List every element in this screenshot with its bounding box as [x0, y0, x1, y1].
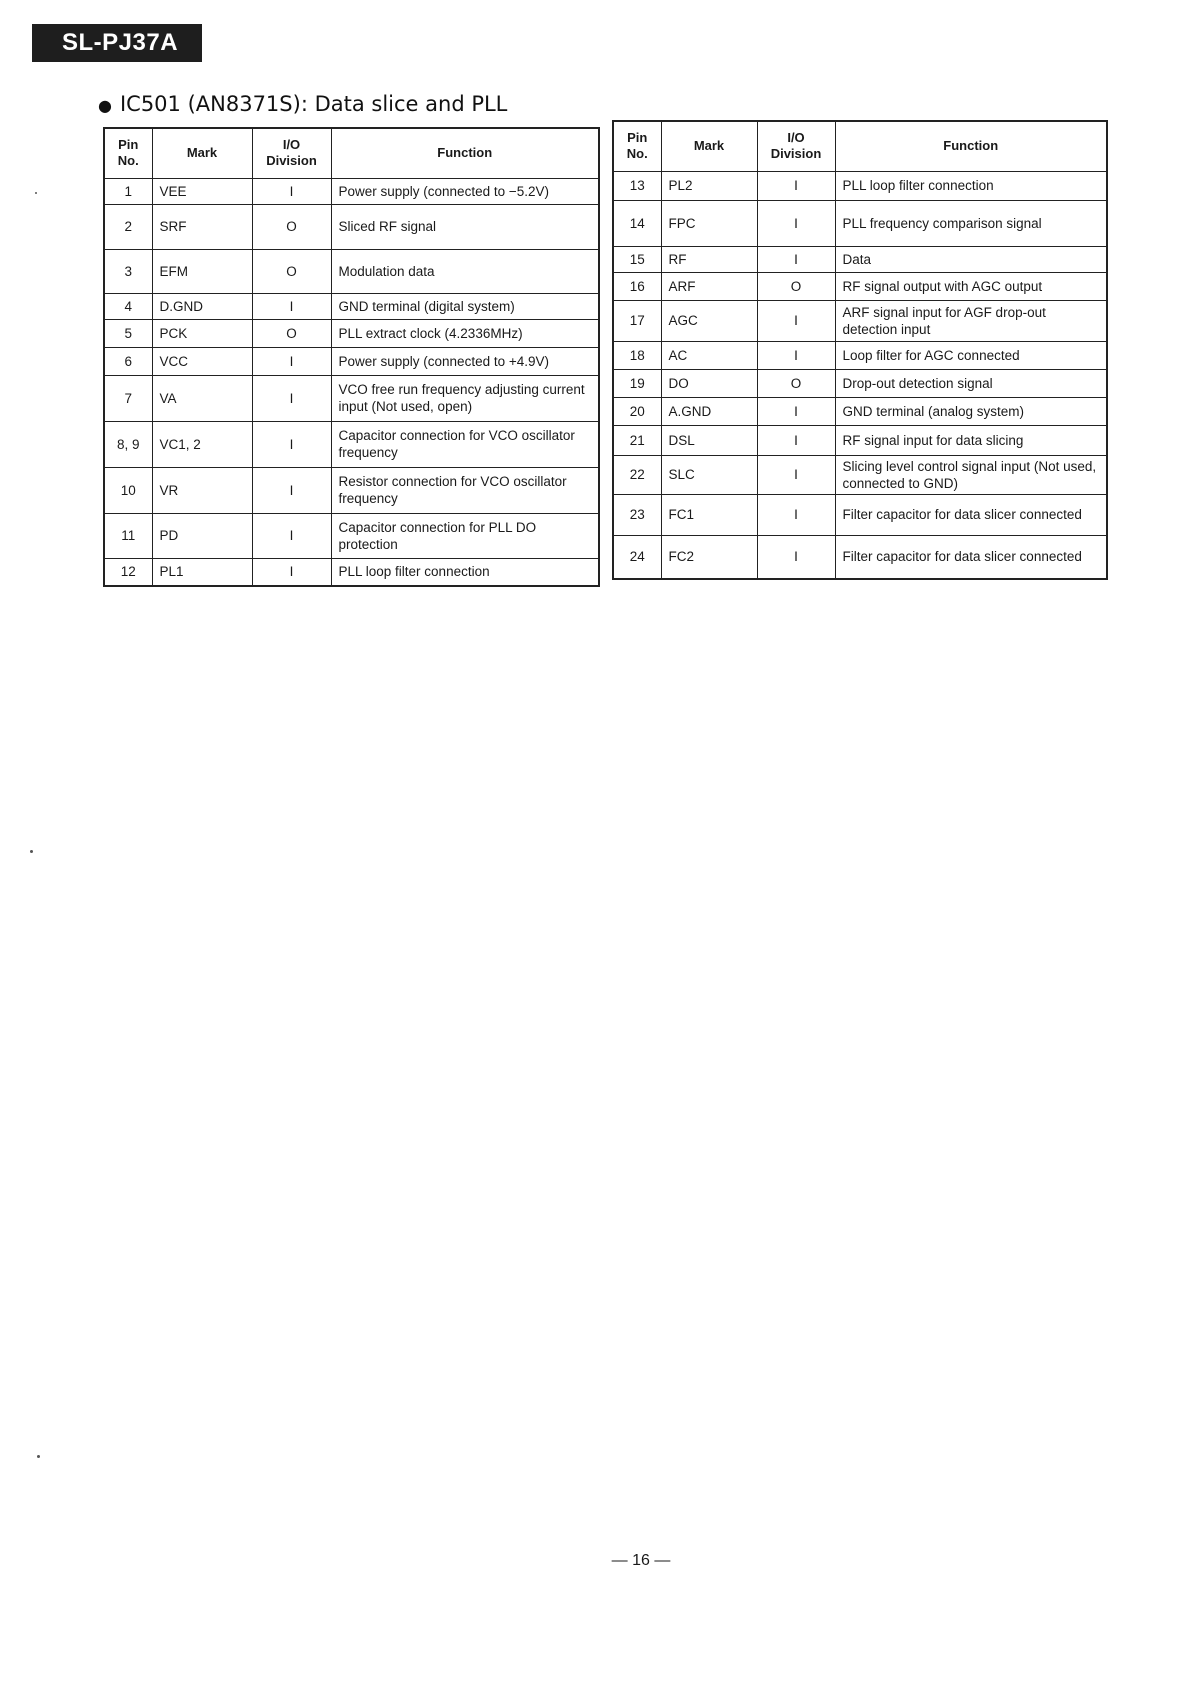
io-division-cell: I [757, 494, 835, 535]
io-division-cell: I [757, 397, 835, 425]
pin-number-cell: 4 [104, 293, 152, 319]
pin-number-cell: 15 [613, 246, 661, 272]
table-row [613, 272, 1107, 300]
table-header-row [104, 128, 599, 178]
function-cell: RF signal output with AGC output [835, 272, 1107, 300]
io-division-cell: O [757, 272, 835, 300]
table-row [613, 200, 1107, 246]
function-cell: RF signal input for data slicing [835, 425, 1107, 455]
function-cell: Capacitor connection for PLL DO protection [331, 513, 599, 558]
table-row [104, 204, 599, 249]
table-row [104, 319, 599, 347]
col-header-pin: Pin No. [104, 128, 152, 178]
io-division-cell: O [252, 204, 331, 249]
function-cell: Filter capacitor for data slicer connected [835, 535, 1107, 579]
col-header-pin: Pin No. [613, 121, 661, 171]
bullet-icon: ● [98, 95, 112, 115]
pin-number-cell: 3 [104, 249, 152, 293]
mark-cell: ARF [661, 272, 757, 300]
mark-cell: PL2 [661, 171, 757, 200]
io-division-cell: I [757, 535, 835, 579]
io-division-cell: O [252, 249, 331, 293]
table-row [613, 494, 1107, 535]
mark-cell: VCC [152, 347, 252, 375]
model-badge [32, 24, 202, 62]
io-division-cell: I [757, 171, 835, 200]
pin-table-right [612, 120, 1108, 580]
col-header-function: Function [331, 128, 599, 178]
scan-speck [35, 192, 37, 194]
mark-cell: VA [152, 375, 252, 421]
mark-cell: VEE [152, 178, 252, 204]
table-row [104, 421, 599, 467]
mark-cell: SLC [661, 455, 757, 494]
table-row [613, 341, 1107, 369]
table-row [104, 178, 599, 204]
io-division-cell: I [252, 347, 331, 375]
table-row [613, 535, 1107, 579]
pin-number-cell: 22 [613, 455, 661, 494]
function-cell: GND terminal (digital system) [331, 293, 599, 319]
io-division-cell: I [757, 246, 835, 272]
io-division-cell: I [252, 375, 331, 421]
table-row [104, 249, 599, 293]
table-row [104, 558, 599, 586]
table-row [104, 293, 599, 319]
col-header-mark: Mark [152, 128, 252, 178]
col-header-io: I/O Division [757, 121, 835, 171]
mark-cell: PL1 [152, 558, 252, 586]
pin-number-cell: 12 [104, 558, 152, 586]
section-title-text: IC501 (AN8371S): Data slice and PLL [119, 92, 508, 116]
io-division-cell: I [757, 425, 835, 455]
table-row [613, 300, 1107, 341]
scan-speck [37, 1455, 40, 1458]
function-cell: PLL extract clock (4.2336MHz) [331, 319, 599, 347]
function-cell: Filter capacitor for data slicer connected [835, 494, 1107, 535]
page-number: — 16 — [611, 1552, 671, 1569]
mark-cell: A.GND [661, 397, 757, 425]
mark-cell: PD [152, 513, 252, 558]
pin-table-left [103, 127, 600, 587]
function-cell: PLL frequency comparison signal [835, 200, 1107, 246]
function-cell: PLL loop filter connection [835, 171, 1107, 200]
function-cell: VCO free run frequency adjusting current input (Not used, open) [331, 375, 599, 421]
mark-cell: DSL [661, 425, 757, 455]
scan-speck [30, 850, 33, 853]
pin-number-cell: 1 [104, 178, 152, 204]
table-row [104, 375, 599, 421]
pin-number-cell: 14 [613, 200, 661, 246]
mark-cell: EFM [152, 249, 252, 293]
io-division-cell: I [252, 558, 331, 586]
mark-cell: VC1, 2 [152, 421, 252, 467]
pin-number-cell: 11 [104, 513, 152, 558]
table-row [613, 171, 1107, 200]
pin-number-cell: 2 [104, 204, 152, 249]
col-header-mark: Mark [661, 121, 757, 171]
pin-number-cell: 19 [613, 369, 661, 397]
pin-number-cell: 18 [613, 341, 661, 369]
mark-cell: FC2 [661, 535, 757, 579]
io-division-cell: I [757, 200, 835, 246]
pin-number-cell: 7 [104, 375, 152, 421]
function-cell: Loop filter for AGC connected [835, 341, 1107, 369]
pin-number-cell: 6 [104, 347, 152, 375]
mark-cell: D.GND [152, 293, 252, 319]
table-row [104, 513, 599, 558]
function-cell: Power supply (connected to −5.2V) [331, 178, 599, 204]
table-row [613, 397, 1107, 425]
io-division-cell: I [252, 293, 331, 319]
function-cell: Capacitor connection for VCO oscillator frequency [331, 421, 599, 467]
function-cell: Resistor connection for VCO oscillator frequency [331, 467, 599, 513]
function-cell: Slicing level control signal input (Not used, connected to GND) [835, 455, 1107, 494]
pin-number-cell: 21 [613, 425, 661, 455]
mark-cell: VR [152, 467, 252, 513]
pin-number-cell: 5 [104, 319, 152, 347]
function-cell: Drop-out detection signal [835, 369, 1107, 397]
mark-cell: AC [661, 341, 757, 369]
io-division-cell: I [252, 467, 331, 513]
io-division-cell: I [757, 455, 835, 494]
function-cell: Data [835, 246, 1107, 272]
pin-number-cell: 13 [613, 171, 661, 200]
mark-cell: RF [661, 246, 757, 272]
io-division-cell: I [252, 513, 331, 558]
table-row [613, 246, 1107, 272]
table-row [104, 347, 599, 375]
model-name: SL-PJ37A [62, 29, 179, 56]
mark-cell: SRF [152, 204, 252, 249]
function-cell: Sliced RF signal [331, 204, 599, 249]
io-division-cell: I [252, 421, 331, 467]
function-cell: Power supply (connected to +4.9V) [331, 347, 599, 375]
table-row [613, 369, 1107, 397]
pin-number-cell: 8, 9 [104, 421, 152, 467]
table-row [613, 425, 1107, 455]
function-cell: Modulation data [331, 249, 599, 293]
io-division-cell: I [757, 341, 835, 369]
function-cell: GND terminal (analog system) [835, 397, 1107, 425]
pin-number-cell: 20 [613, 397, 661, 425]
mark-cell: AGC [661, 300, 757, 341]
section-title [98, 92, 507, 116]
io-division-cell: O [757, 369, 835, 397]
pin-number-cell: 10 [104, 467, 152, 513]
pin-number-cell: 16 [613, 272, 661, 300]
mark-cell: FC1 [661, 494, 757, 535]
io-division-cell: I [757, 300, 835, 341]
table-row [613, 455, 1107, 494]
io-division-cell: O [252, 319, 331, 347]
pin-number-cell: 23 [613, 494, 661, 535]
pin-number-cell: 17 [613, 300, 661, 341]
function-cell: PLL loop filter connection [331, 558, 599, 586]
function-cell: ARF signal input for AGF drop-out detection input [835, 300, 1107, 341]
mark-cell: FPC [661, 200, 757, 246]
table-row [104, 467, 599, 513]
table-header-row [613, 121, 1107, 171]
io-division-cell: I [252, 178, 331, 204]
mark-cell: PCK [152, 319, 252, 347]
pin-number-cell: 24 [613, 535, 661, 579]
col-header-io: I/O Division [252, 128, 331, 178]
col-header-function: Function [835, 121, 1107, 171]
mark-cell: DO [661, 369, 757, 397]
